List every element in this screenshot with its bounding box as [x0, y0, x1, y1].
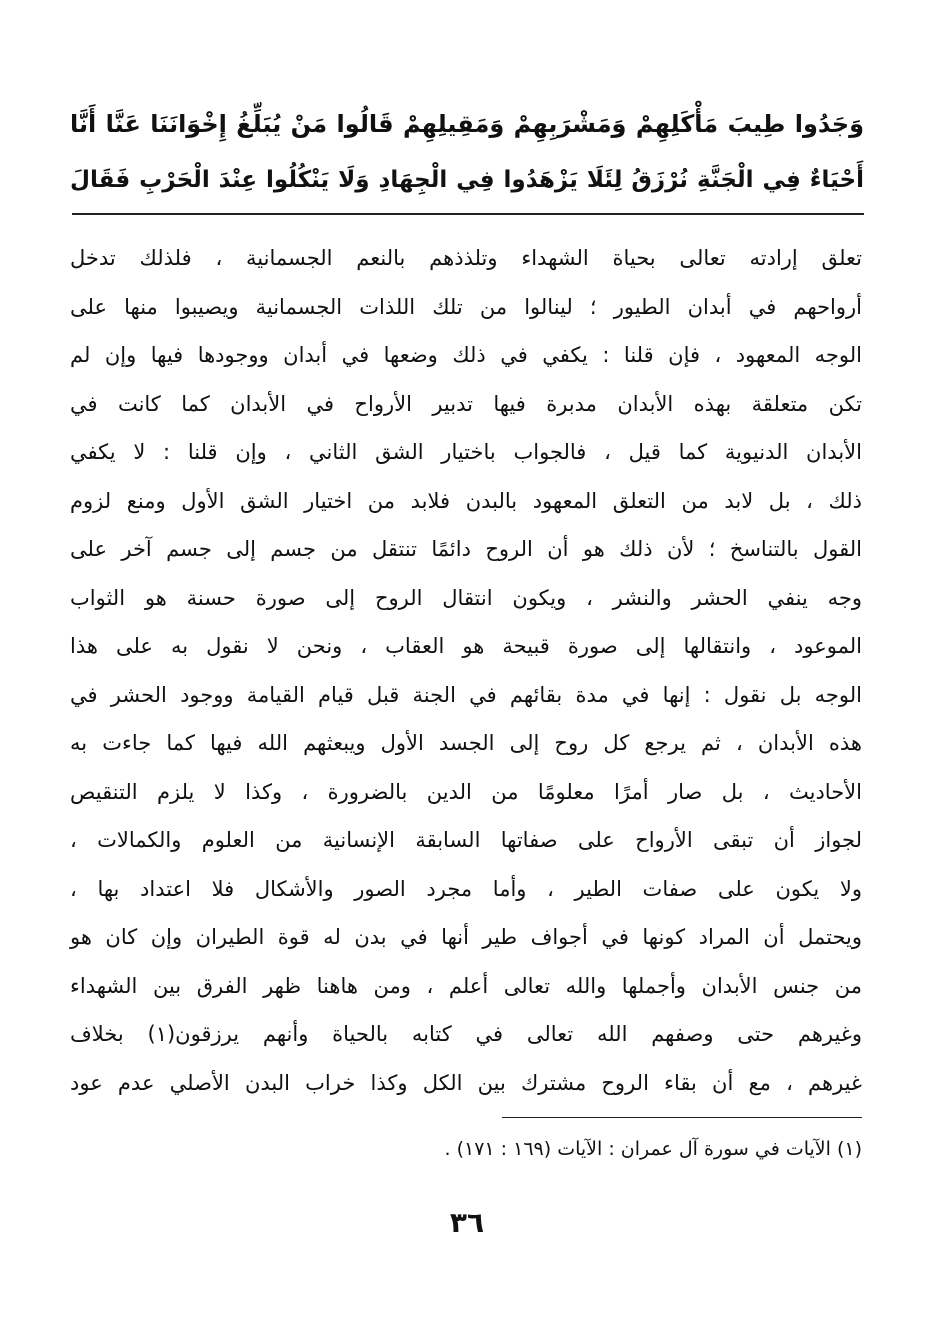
text-line: وغيرهم حتى وصفهم الله تعالى في كتابه بالحياة وأنهم يرزقون(١) بخلاف [70, 1022, 862, 1046]
text-line: ذلك ، بل لابد من التعلق المعهود بالبدن فلابد من اختيار الشق الأول ومنع لزوم [70, 488, 862, 513]
page-number: ٣٦ [449, 1206, 485, 1239]
text-line: الموعود ، وانتقالها إلى صورة قبيحة هو العقاب ، ونحن لا نقول به على هذا [70, 634, 862, 658]
text-line: الوجه بل نقول : إنها في مدة بقائهم في الجنة قبل قيام القيامة ووجود الحشر في [70, 682, 862, 707]
text-line: تكن متعلقة بهذه الأبدان مدبرة فيها تدبير الأرواح في الأبدان كما كانت في [70, 391, 862, 416]
text-line: وجه ينفي الحشر والنشر ، ويكون انتقال الروح إلى صورة حسنة هو الثواب [70, 585, 862, 610]
hadith-line: وَجَدُوا طِيبَ مَأْكَلِهِمْ وَمَشْرَبِهِمْ وَمَقِيلِهِمْ قَالُوا مَنْ يُبَلِّغُ إِخْوَانَنَا عَنَّا أَنَّا [70, 110, 864, 138]
text-line: القول بالتناسخ ؛ لأن ذلك هو أن الروح دائمًا تنتقل من جسم إلى جسم آخر على [70, 537, 862, 561]
text-line: الأحاديث ، بل صار أمرًا معلومًا من الدين بالضرورة ، وكذا لا يلزم التنقيص [70, 779, 862, 804]
section-divider [72, 213, 864, 215]
text-line: من جنس الأبدان وأجملها والله تعالى أعلم ، ومن هاهنا ظهر الفرق بين الشهداء [70, 973, 862, 998]
text-line: هذه الأبدان ، ثم يرجع كل روح إلى الجسد الأول ويبعثهم الله فيها كما جاءت به [70, 731, 862, 755]
hadith-quote [70, 96, 864, 208]
text-line: ولا يكون على صفات الطير ، وأما مجرد الصور والأشكال فلا اعتداد بها ، [70, 876, 862, 901]
text-line: لجواز أن تبقى الأرواح على صفاتها السابقة الإنسانية من العلوم والكمالات ، [70, 828, 862, 852]
footnote-rule [502, 1117, 862, 1118]
hadith-line: أَحْيَاءٌ فِي الْجَنَّةِ نُرْزَقُ لِئَلَا يَزْهَدُوا فِي الْجِهَادِ وَلَا يَنْكُلُوا عِنْدَ الْحَرْبِ فَقَالَ [70, 167, 864, 193]
footnote: (١) الآيات في سورة آل عمران : الآيات (١٦٩ : ١٧١) . [444, 1138, 862, 1160]
text-line: الوجه المعهود ، فإن قلنا : يكفي في ذلك وضعها في أبدان ووجودها فيها وإن لم [70, 343, 862, 367]
commentary-text [70, 234, 862, 1107]
text-line: تعلق إرادته تعالى بحياة الشهداء وتلذذهم بالنعم الجسمانية ، فلذلك تدخل [70, 246, 862, 270]
text-line: الأبدان الدنيوية كما قيل ، فالجواب باختيار الشق الثاني ، وإن قلنا : لا يكفي [70, 440, 862, 464]
text-line: أرواحهم في أبدان الطيور ؛ لينالوا من تلك اللذات الجسمانية ويصيبوا منها على [70, 294, 862, 319]
text-line: غيرهم ، مع أن بقاء الروح مشترك بين الكل وكذا خراب البدن الأصلي عدم عود [70, 1070, 862, 1095]
text-line: ويحتمل أن المراد كونها في أجواف طير أنها في بدن له قوة الطيران وإن كان هو [70, 925, 862, 949]
